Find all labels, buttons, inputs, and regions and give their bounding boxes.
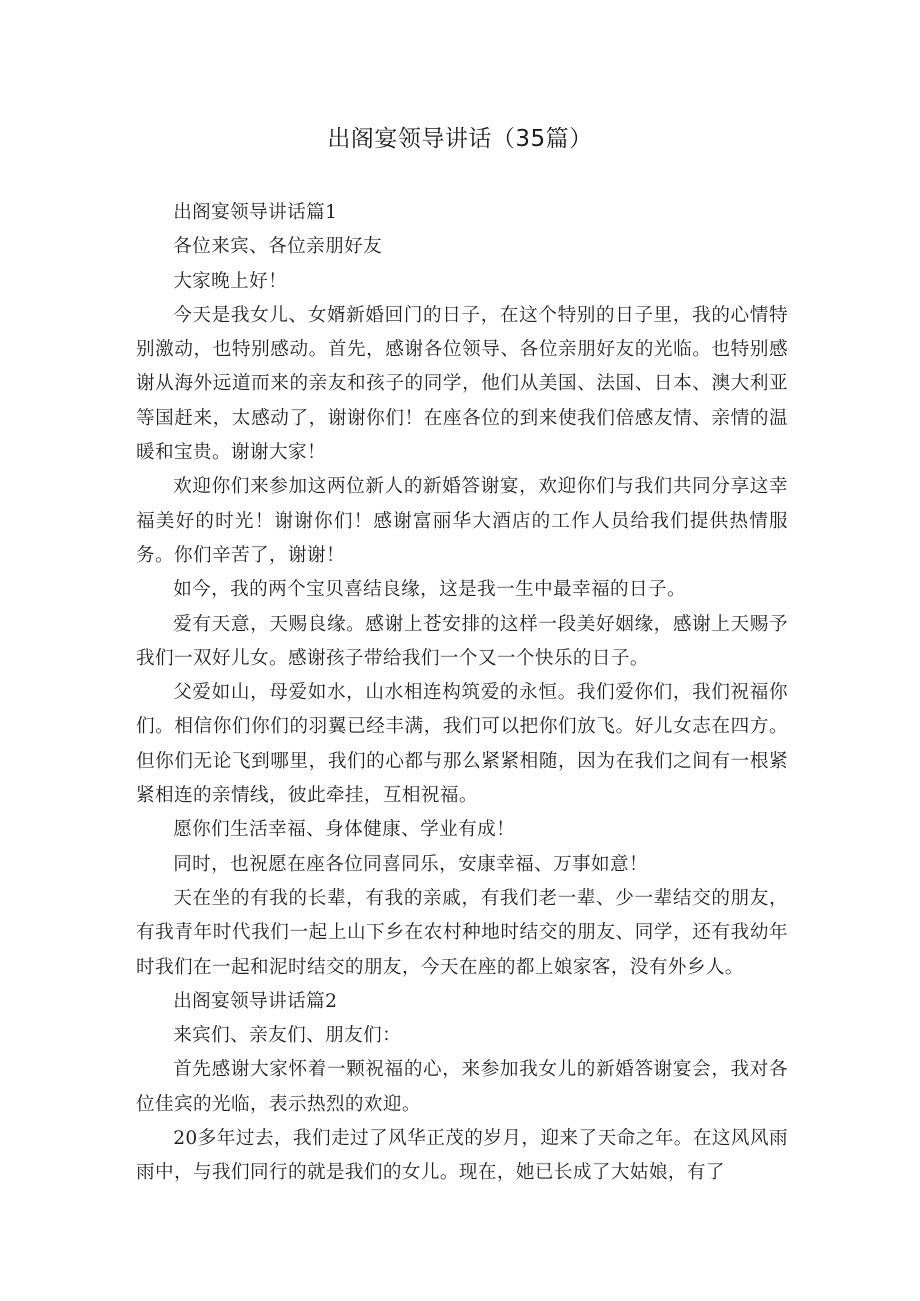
document-title: 出阁宴领导讲话（35篇） — [327, 126, 593, 152]
paragraph: 今天是我女儿、女婿新婚回门的日子，在这个特别的日子里，我的心情特别激动，也特别感动。首先，感谢各位领导、各位亲朋好友的光临。也特别感谢从海外远道而来的亲友和孩子的同学，他们从美国、法国、日本、澳大利亚等国赶来，太感动了，谢谢你们！在座各位的到来使我们倍感友情、亲情的温暖和宝贵。谢谢大家！ — [136, 304, 788, 464]
paragraph: 爱有天意，天赐良缘。感谢上苍安排的这样一段美好姻缘，感谢上天赐予我们一双好儿女。感谢孩子带给我们一个又一个快乐的日子。 — [136, 613, 788, 669]
paragraph: 天在坐的有我的长辈，有我的亲戚，有我们老一辈、少一辈结交的朋友，有我青年时代我们一起上山下乡在农村种地时结交的朋友、同学，还有我幼年时我们在一起和泥时结交的朋友，今天在座的都上娘家客，没有外乡人。 — [136, 887, 788, 978]
section-heading: 出阁宴领导讲话篇1 — [173, 202, 338, 223]
paragraph: 父爱如山，母爱如水，山水相连构筑爱的永恒。我们爱你们，我们祝福你们。相信你们你们的羽翼已经丰满，我们可以把你们放飞。好儿女志在四方。但你们无论飞到哪里，我们的心都与那么紧紧相随，因为在我们之间有一根紧紧相连的亲情线，彼此牵挂，互相祝福。 — [136, 682, 788, 807]
paragraph: 20多年过去，我们走过了风华正茂的岁月，迎来了天命之年。在这风风雨雨中，与我们同行的就是我们的女儿。现在，她已长成了大姑娘，有了 — [136, 1128, 788, 1184]
paragraph: 欢迎你们来参加这两位新人的新婚答谢宴，欢迎你们与我们共同分享这幸福美好的时光！谢谢你们！感谢富丽华大酒店的工作人员给我们提供热情服务。你们辛苦了，谢谢！ — [136, 476, 788, 566]
section-heading: 出阁宴领导讲话篇2 — [173, 990, 338, 1012]
paragraph: 各位来宾、各位亲朋好友 — [173, 236, 383, 258]
paragraph: 愿你们生活幸福、身体健康、学业有成！ — [173, 819, 516, 841]
paragraph: 首先感谢大家怀着一颗祝福的心，来参加我女儿的新婚答谢宴会，我对各位佳宾的光临，表示热烈的欢迎。 — [136, 1059, 788, 1115]
paragraph: 如今，我的两个宝贝喜结良缘，这是我一生中最幸福的日子。 — [173, 579, 687, 601]
document-body — [136, 196, 788, 1191]
paragraph: 来宾们、亲友们、朋友们： — [173, 1025, 402, 1047]
paragraph: 同时，也祝愿在座各位同喜同乐，安康幸福、万事如意！ — [173, 853, 649, 875]
paragraph: 大家晚上好！ — [173, 270, 288, 292]
